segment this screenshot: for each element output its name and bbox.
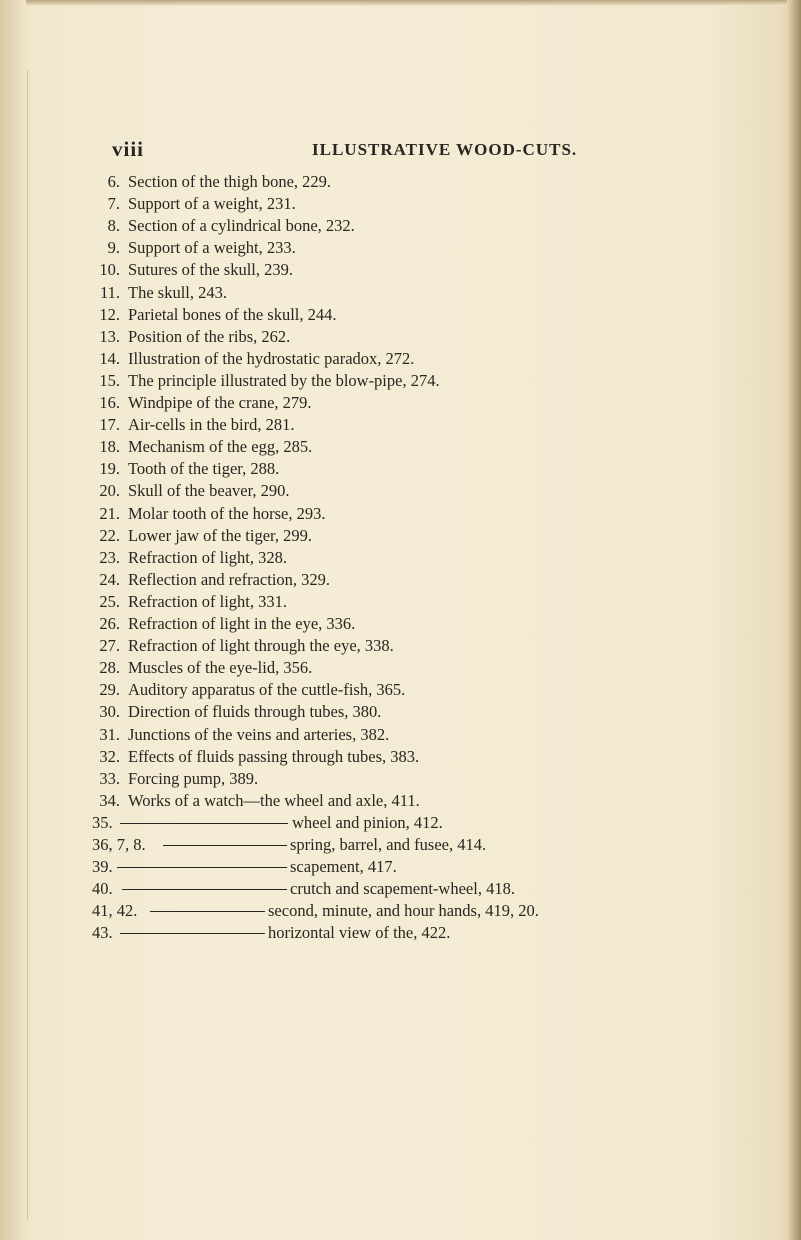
entry-number: 35. (92, 812, 113, 832)
entry-number: 10. (99, 260, 120, 280)
entry-text: Support of a weight, 231. (128, 194, 296, 214)
list-item (0, 171, 780, 193)
list-item (0, 812, 780, 834)
entry-text: The principle illustrated by the blow-pipe, 274. (128, 370, 440, 390)
list-item (0, 436, 780, 458)
list-item (0, 790, 780, 812)
list-item (0, 547, 780, 569)
entry-text: second, minute, and hour hands, 419, 20. (268, 901, 539, 921)
entry-text: spring, barrel, and fusee, 414. (290, 835, 487, 854)
entry-text: Section of the thigh bone, 229. (128, 172, 332, 191)
entry-number: 12. (99, 304, 120, 324)
list-item (0, 657, 780, 679)
entry-number: 27. (99, 636, 120, 656)
list-item (0, 768, 780, 790)
entry-text: Effects of fluids passing through tubes, 383. (128, 746, 420, 766)
running-header (112, 137, 582, 163)
ditto-rule (163, 845, 287, 846)
entry-text: Reflection and refraction, 329. (128, 569, 331, 589)
entry-text: Skull of the beaver, 290. (128, 481, 290, 501)
list-item (0, 370, 780, 392)
entry-number: 7. (107, 194, 120, 214)
list-item (0, 326, 780, 348)
entry-number: 20. (99, 481, 120, 501)
list-item (0, 237, 780, 259)
entry-number: 40. (92, 879, 113, 899)
entry-text: Position of the ribs, 262. (128, 326, 291, 346)
entry-text: Sutures of the skull, 239. (128, 260, 293, 280)
entry-number: 26. (99, 614, 120, 633)
list-item (0, 525, 780, 547)
list-item (0, 480, 780, 502)
entry-number: 39. (92, 857, 113, 877)
entry-number: 17. (99, 415, 120, 435)
list-item (0, 834, 780, 856)
entry-number: 13. (99, 326, 120, 346)
entry-number: 24. (99, 569, 120, 589)
entry-text: Mechanism of the egg, 285. (128, 437, 313, 457)
entry-number: 6. (107, 172, 120, 191)
entry-number: 43. (92, 923, 113, 943)
entry-number: 31. (99, 724, 120, 744)
entry-number: 36, 7, 8. (92, 835, 146, 854)
list-item (0, 679, 780, 701)
list-item (0, 503, 780, 525)
entry-number: 28. (99, 658, 120, 678)
list-item (0, 348, 780, 370)
list-item (0, 193, 780, 215)
entry-number: 23. (99, 547, 120, 567)
list-item (0, 635, 780, 657)
list-item (0, 878, 780, 900)
entry-number: 9. (107, 238, 120, 258)
entry-text: Auditory apparatus of the cuttle-fish, 365. (128, 680, 406, 700)
page-right-edge (787, 0, 801, 1240)
list-item (0, 856, 780, 878)
entry-text: Support of a weight, 233. (128, 238, 296, 258)
entry-text: horizontal view of the, 422. (268, 923, 451, 943)
entry-number: 25. (99, 591, 120, 611)
list-item (0, 215, 780, 237)
entry-number: 18. (99, 437, 120, 457)
entry-number: 41, 42. (92, 901, 138, 921)
entry-text: Junctions of the veins and arteries, 382. (128, 724, 390, 744)
entry-number: 30. (99, 702, 120, 722)
entry-number: 16. (99, 393, 120, 412)
entry-text: Refraction of light, 328. (128, 547, 288, 567)
entry-number: 11. (99, 282, 120, 302)
list-item (0, 613, 780, 635)
list-item (0, 259, 780, 281)
list-item (0, 282, 780, 304)
entry-text: Direction of fluids through tubes, 380. (128, 702, 382, 722)
entry-number: 33. (99, 768, 120, 788)
entry-text: Refraction of light in the eye, 336. (128, 614, 356, 633)
entry-text: Section of a cylindrical bone, 232. (128, 216, 355, 236)
entry-number: 19. (99, 459, 120, 479)
entry-text: Refraction of light through the eye, 338. (128, 636, 394, 656)
entry-text: wheel and pinion, 412. (292, 812, 443, 832)
entry-number: 14. (99, 348, 120, 368)
ditto-rule (150, 911, 265, 912)
entry-text: Tooth of the tiger, 288. (128, 459, 280, 479)
entry-text: The skull, 243. (128, 282, 227, 302)
entry-text: Molar tooth of the horse, 293. (128, 503, 326, 523)
entry-text: Lower jaw of the tiger, 299. (128, 525, 312, 545)
list-item (0, 724, 780, 746)
list-item (0, 392, 780, 414)
entry-text: Refraction of light, 331. (128, 591, 288, 611)
ditto-rule (122, 889, 287, 890)
entry-number: 22. (99, 525, 120, 545)
list-item (0, 304, 780, 326)
entry-text: crutch and scapement-wheel, 418. (290, 879, 515, 899)
entry-text: Works of a watch—the wheel and axle, 411. (128, 790, 420, 810)
entry-text: Parietal bones of the skull, 244. (128, 304, 337, 324)
entry-text: scapement, 417. (290, 857, 397, 877)
entry-text: Muscles of the eye-lid, 356. (128, 658, 313, 678)
list-item (0, 458, 780, 480)
ditto-rule (117, 867, 287, 868)
list-item (0, 900, 780, 922)
entry-number: 29. (99, 680, 120, 700)
entry-text: Air-cells in the bird, 281. (128, 415, 295, 435)
page-title: ILLUSTRATIVE WOOD-CUTS. (312, 140, 578, 159)
entry-number: 8. (107, 216, 120, 236)
entry-number: 21. (99, 503, 120, 523)
list-item (0, 414, 780, 436)
page-top-edge (0, 0, 801, 6)
entry-number: 15. (99, 370, 120, 390)
list-item (0, 922, 780, 944)
list-item (0, 746, 780, 768)
entry-number: 32. (99, 746, 120, 766)
entry-number: 34. (99, 790, 120, 810)
page-number: viii (112, 137, 145, 161)
ditto-rule (120, 933, 265, 934)
entry-text: Forcing pump, 389. (128, 768, 259, 788)
list-item (0, 591, 780, 613)
entry-text: Windpipe of the crane, 279. (128, 393, 312, 412)
list-item (0, 569, 780, 591)
list-item (0, 701, 780, 723)
ditto-rule (120, 823, 288, 824)
entry-text: Illustration of the hydrostatic paradox, 272. (128, 348, 415, 368)
